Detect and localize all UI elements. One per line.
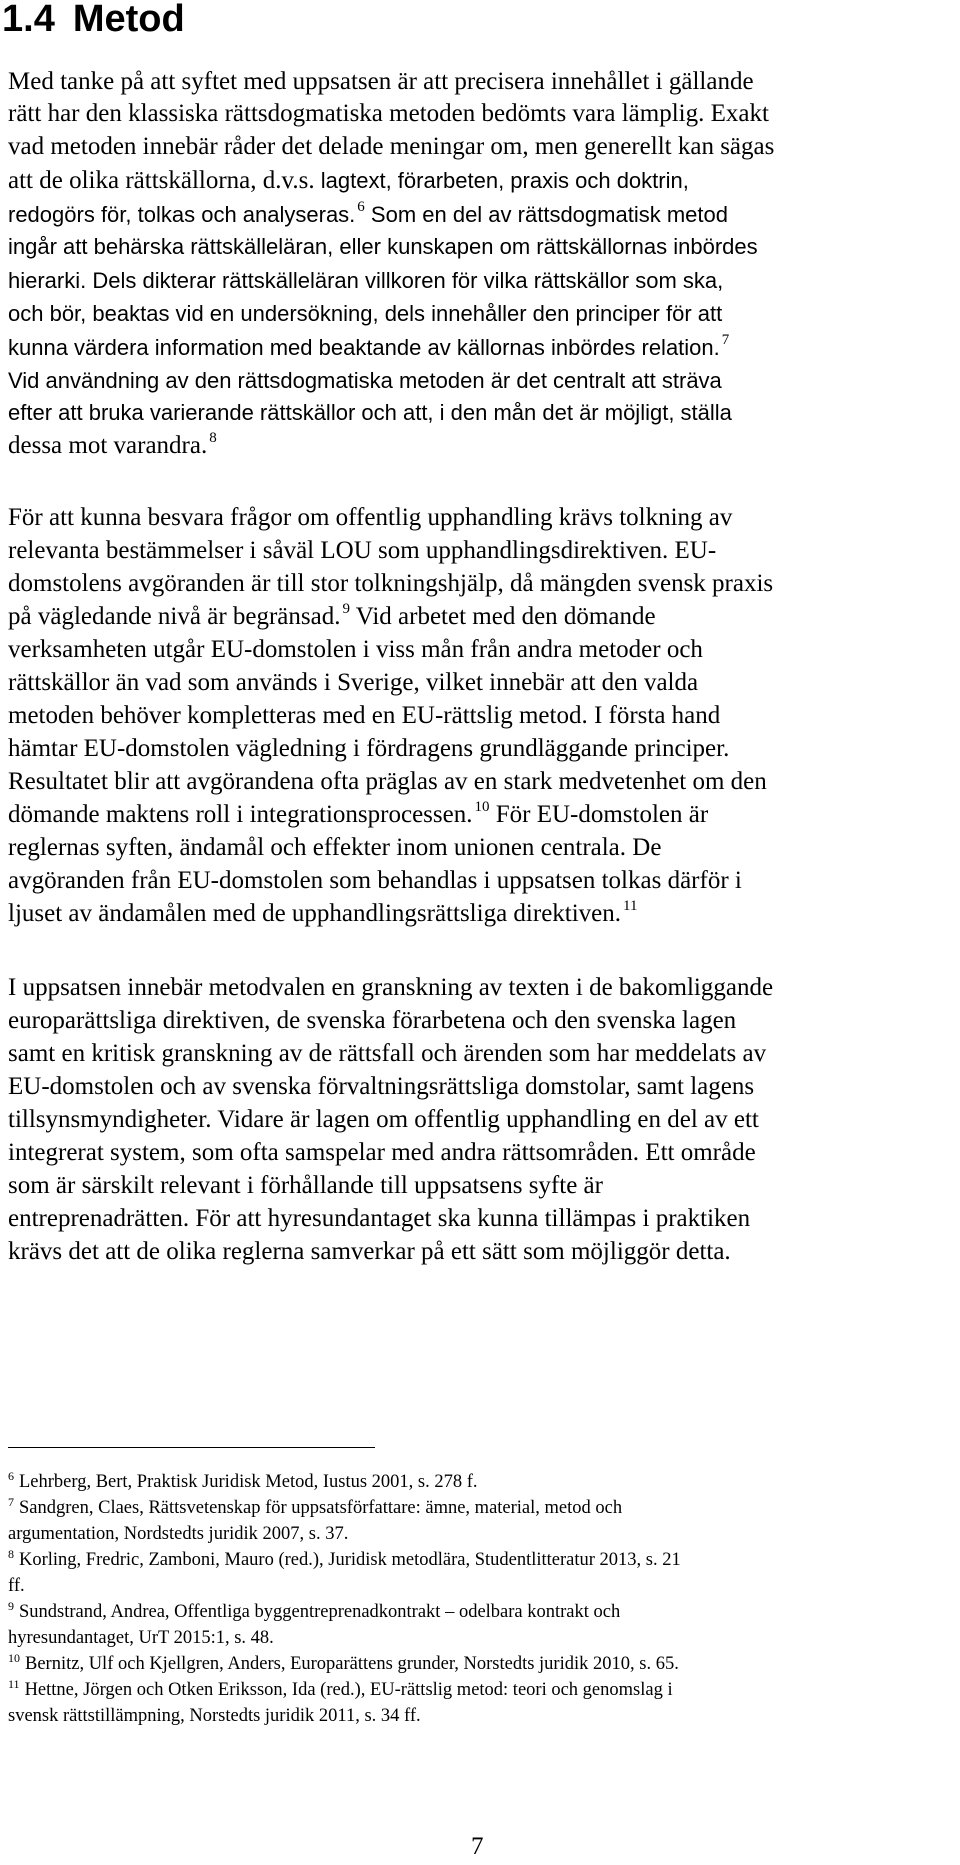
text-line (8, 900, 637, 928)
text-line: avgöranden från EU-domstolen som behandlas i uppsatsen tolkas därför i (8, 867, 742, 894)
text-segment: redogörs för, tolkas och analyseras. (8, 202, 356, 227)
text-line: verksamheten utgår EU-domstolen i viss mån från andra metoder och (8, 636, 703, 663)
footnote-9-cont: hyresundantaget, UrT 2015:1, s. 48. (8, 1628, 274, 1648)
text-line: ingår att behärska rättskälleläran, eller kunskapen om rättskällornas inbördes (8, 234, 758, 259)
page-number: 7 (471, 1833, 484, 1860)
text-segment: dessa mot varandra. (8, 432, 208, 459)
text-line: krävs det att de olika reglerna samverkar på ett sätt som möjliggör detta. (8, 1238, 731, 1265)
text-line: Resultatet blir att avgörandena ofta präglas av en stark medvetenhet om den (8, 768, 767, 795)
text-line (8, 167, 689, 195)
text-line: rätt har den klassiska rättsdogmatiska metoden bedömts vara lämplig. Exakt (8, 100, 769, 127)
footnote-ref-8[interactable]: 8 (209, 430, 217, 446)
text-line: relevanta bestämmelser i såväl LOU som upphandlingsdirektiven. EU- (8, 537, 717, 564)
text-line: efter att bruka varierande rättskällor och att, i den mån det är möjligt, ställa (8, 400, 732, 425)
text-segment: För EU-domstolen är (489, 801, 709, 828)
text-line (8, 432, 217, 460)
text-line: hämtar EU-domstolen vägledning i fördragens grundläggande principer. (8, 735, 730, 762)
text-line (8, 603, 656, 631)
text-line: europarättsliga direktiven, de svenska förarbetena och den svenska lagen (8, 1007, 737, 1034)
text-segment: ljuset av ändamålen med de upphandlingsrättsliga direktiven. (8, 900, 622, 927)
text-line: Med tanke på att syftet med uppsatsen är att precisera innehållet i gällande (8, 68, 754, 95)
footnote-ref-11[interactable]: 11 (623, 898, 638, 914)
text-line: För att kunna besvara frågor om offentlig upphandling krävs tolkning av (8, 504, 733, 531)
footnote-8-cont: ff. (8, 1576, 25, 1596)
text-line: integrerat system, som ofta samspelar med andra rättsområden. Ett område (8, 1139, 756, 1166)
text-segment: Som en del av rättsdogmatisk metod (364, 202, 728, 227)
footnote-6 (8, 1469, 478, 1493)
text-line: och bör, beaktas vid en undersökning, dels innehåller den principer för att (8, 301, 723, 326)
footnote-11 (8, 1677, 673, 1701)
section-heading (2, 0, 185, 42)
footnote-9 (8, 1599, 621, 1623)
footnote-ref-7[interactable]: 7 (721, 332, 730, 348)
text-line: metoden behöver kompletteras med en EU-rättslig metod. I första hand (8, 702, 721, 729)
text-line: EU-domstolen och av svenska förvaltningsrättsliga domstolar, samt lagens (8, 1073, 755, 1100)
text-segment: kunna värdera information med beaktande av källornas inbördes relation. (8, 335, 720, 360)
footnote-number: 9 (8, 1599, 14, 1613)
footnote-number: 10 (8, 1651, 20, 1665)
text-line: domstolens avgöranden är till stor tolkningshjälp, då mängden svensk praxis (8, 570, 774, 597)
text-line: tillsynsmyndigheter. Vidare är lagen om offentlig upphandling en del av ett (8, 1106, 759, 1133)
text-line (8, 801, 708, 829)
footnote-separator (8, 1447, 375, 1448)
footnote-number: 7 (8, 1495, 14, 1509)
footnote-number: 6 (8, 1469, 14, 1483)
footnote-number: 8 (8, 1547, 14, 1561)
footnote-text: Lehrberg, Bert, Praktisk Juridisk Metod, Iustus 2001, s. 278 f. (19, 1472, 478, 1492)
text-line: entreprenadrätten. För att hyresundantaget ska kunna tillämpas i praktiken (8, 1205, 751, 1232)
footnote-text: Hettne, Jörgen och Otken Eriksson, Ida (red.), EU-rättslig metod: teori och genomslag i (24, 1680, 673, 1700)
text-segment: lagtext, förarbeten, praxis och doktrin, (314, 168, 689, 193)
footnote-ref-6[interactable]: 6 (357, 199, 365, 215)
text-segment: att de olika rättskällorna, d.v.s. (8, 167, 315, 194)
footnote-ref-9[interactable]: 9 (342, 601, 350, 617)
text-line: Vid användning av den rättsdogmatiska metoden är det centralt att sträva (8, 368, 722, 393)
text-segment: dömande maktens roll i integrationsprocessen. (8, 801, 473, 828)
footnote-text: Sandgren, Claes, Rättsvetenskap för uppsatsförfattare: ämne, material, metod och (19, 1498, 623, 1518)
text-line: vad metoden innebär råder det delade meningar om, men generellt kan sägas (8, 133, 775, 160)
footnote-text: Sundstrand, Andrea, Offentliga byggentreprenadkontrakt – odelbara kontrakt och (19, 1602, 621, 1622)
text-line: samt en kritisk granskning av de rättsfall och ärenden som har meddelats av (8, 1040, 767, 1067)
footnote-7 (8, 1495, 623, 1519)
text-segment: Vid arbetet med den dömande (349, 603, 656, 630)
footnote-10 (8, 1651, 679, 1675)
footnote-11-cont: svensk rättstillämpning, Norstedts juridik 2011, s. 34 ff. (8, 1706, 421, 1726)
footnote-7-cont: argumentation, Nordstedts juridik 2007, s. 37. (8, 1524, 349, 1544)
footnote-8 (8, 1547, 681, 1571)
footnote-text: Korling, Fredric, Zamboni, Mauro (red.), Juridisk metodlära, Studentlitteratur 2013, s. 21 (19, 1550, 681, 1570)
text-line: I uppsatsen innebär metodvalen en granskning av texten i de bakomliggande (8, 974, 774, 1001)
text-line (8, 199, 728, 228)
footnote-ref-10[interactable]: 10 (474, 799, 490, 815)
text-line: hierarki. Dels dikterar rättskälleläran villkoren för vilka rättskällor som ska, (8, 268, 724, 293)
footnote-text: Bernitz, Ulf och Kjellgren, Anders, Europarättens grunder, Norstedts juridik 2010, s. 65. (25, 1654, 679, 1674)
section-title: Metod (72, 0, 185, 40)
section-number: 1.4 (2, 0, 55, 40)
footnote-number: 11 (8, 1677, 20, 1691)
text-line: rättskällor än vad som används i Sverige, vilket innebär att den valda (8, 669, 699, 696)
text-line (8, 332, 730, 361)
text-segment: på vägledande nivå är begränsad. (8, 603, 341, 630)
text-line: som är särskilt relevant i förhållande till uppsatsens syfte är (8, 1172, 603, 1199)
text-line: reglernas syften, ändamål och effekter inom unionen centrala. De (8, 834, 662, 861)
